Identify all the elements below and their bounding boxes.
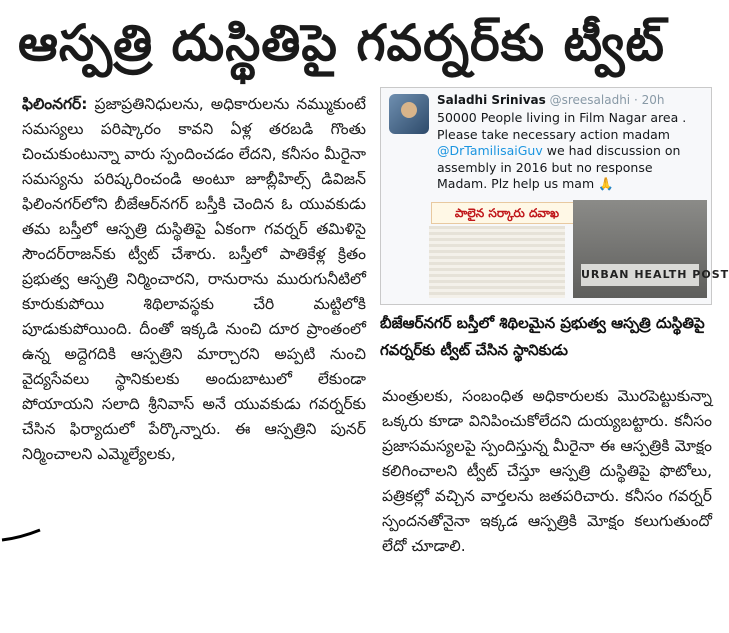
article-left-text: ప్రజాప్రతినిధులను, అధికారులను నమ్ముకుంటే సమస్యలు పరిష్కారం కావని ఏళ్ల తరబడి గొంతు చించుకుంటున్నా వారు స్పందించడం లేదని, కనీసం మీరైనా సమస్యను పరిష్కరించండి అంటూ జూబ్లీహిల్స్ డివిజన్ ఫిలింనగర్‌లోని బీజేఆర్‌నగర్ బస్తీకి చెందిన ఓ యువకుడు తమ బస్తీలో ఆస్పత్రి దుస్థితిపై ఏకంగా గవర్నర్ తమిళిసై సౌందర్‌రాజన్‌కు ట్వీట్ చేశారు. బస్తీలో పాతికేళ్ల క్రితం ప్రభుత్వ ఆస్పత్రి నిర్మించారని, రానురాను మురుగునీటిలో కూరుకుపోయి శిథిలావస్థకు చేరి మట్టిలోకి పూడుకుపోయింది. దీంతో ఇక్కడి నుంచి దూర ప్రాంతంలో ఉన్న అద్దెగదికి ఆస్పత్రిని మార్చారని అప్పటి నుంచి వైద్యసేవలు స్థానికులకు అందుబాటులో లేకుండా పోయాయని సలాది శ్రీనివాస్ అనే యువకుడు గవర్నర్‌కు చేసిన ఫిర్యాదులో పేర్కొన్నారు. ఈ ఆస్పత్రిని పునర్ నిర్మించాలని ఎమ్మెల్యేలకు,: [22, 95, 366, 463]
tweet-handle-time: @sreesaladhi · 20h: [545, 93, 665, 107]
photo-caption: బీజేఆర్‌నగర్ బస్తీలో శిథిలమైన ప్రభుత్వ ఆస్పత్రి దుస్థితిపై గవర్నర్‌కు ట్వీట్ చేసిన స్థానికుడు: [380, 314, 705, 359]
article-left-column: [22, 92, 366, 467]
newspaper-clipping-image: [429, 226, 565, 298]
tweet-text: [437, 110, 705, 193]
headline: ఆస్పత్రి దుస్థితిపై గవర్నర్‌కు ట్వీట్: [18, 14, 666, 72]
tweet-mention: @DrTamilisaiGuv: [437, 143, 543, 158]
dateline: ఫిలింనగర్:: [22, 95, 88, 113]
article-right-column: మంత్రులకు, సంబంధిత అధికారులకు మొరపెట్టుకున్నా ఒక్కరు కూడా వినిపించుకోలేదని దుయ్యబట్టారు. కనీసం ప్రజాసమస్యలపై స్పందిస్తున్న మీరైనా ఈ ఆస్పత్రికి మోక్షం కలిగించాలని ట్వీట్ చేస్తూ ఆస్పత్రి దుస్థితిపై ఫొటోలు, పత్రికల్లో వచ్చిన వార్తలను జతపరిచారు. కనీసం గవర్నర్ స్పందనతోనైనా ఇక్కడ ఆస్పత్రికి మోక్షం కలుగుతుందో లేదో చూడాలి.: [382, 387, 712, 555]
avatar: [389, 94, 429, 134]
tweet-attached-images: [385, 200, 729, 300]
tweet-screenshot: [380, 87, 729, 305]
clipping-headline: పాలైన సర్కారు దవాఖ: [431, 202, 583, 224]
tweet-header: [437, 92, 707, 108]
tweet-text-part2: we had discussion on assembly in 2016 but no response Madam. Plz help us mam 🙏: [437, 143, 681, 191]
tweet-author-name: Saladhi Srinivas: [437, 93, 546, 107]
health-post-sign: URBAN HEALTH POST: [581, 264, 699, 286]
tweet-text-part1: 50000 People living in Film Nagar area . Please take necessary action madam: [437, 110, 687, 142]
decorative-swirl: [0, 520, 60, 560]
